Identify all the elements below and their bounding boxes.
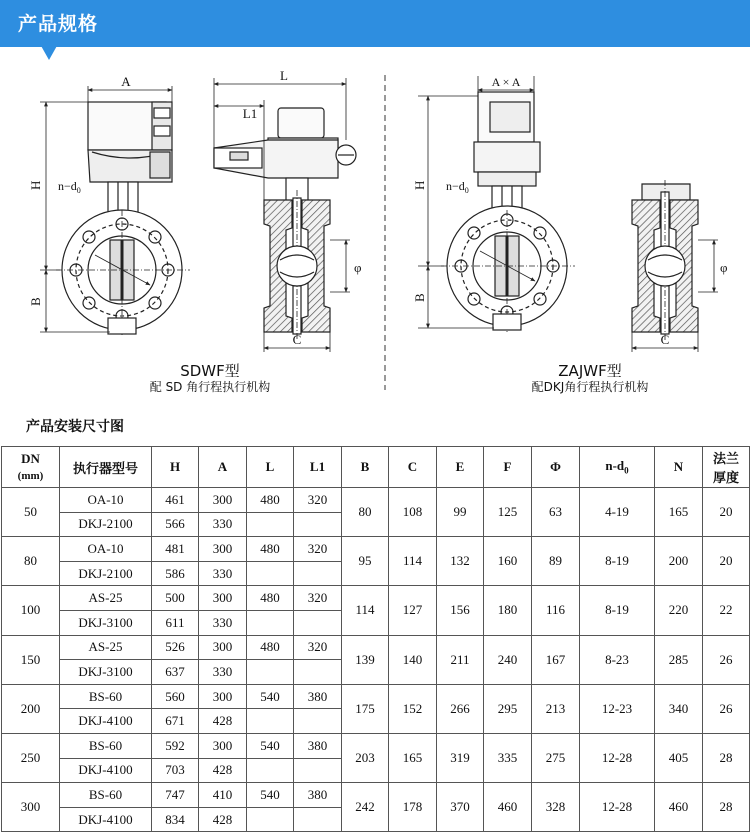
cell-e: 370 <box>437 783 484 832</box>
cell-f: 335 <box>484 733 532 782</box>
cell-h: 500 <box>152 586 199 611</box>
cell-c: 140 <box>389 635 437 684</box>
header-c: C <box>389 447 437 488</box>
cell-actuator: DKJ-3100 <box>60 610 152 635</box>
cell-f: 295 <box>484 684 532 733</box>
cell-l: 540 <box>247 733 294 758</box>
cell-f: 180 <box>484 586 532 635</box>
cell-b: 139 <box>342 635 389 684</box>
zajwf-side-view <box>632 180 698 342</box>
header-banner <box>0 0 750 44</box>
cell-e: 132 <box>437 537 484 586</box>
header-h: H <box>152 447 199 488</box>
cell-nd: 12-23 <box>580 684 655 733</box>
dim-label-l1: L1 <box>242 106 258 121</box>
cell-actuator: DKJ-4100 <box>60 807 152 832</box>
zajwf-front-view <box>441 92 575 332</box>
cell-actuator: DKJ-2100 <box>60 512 152 537</box>
cell-actuator: OA-10 <box>60 488 152 513</box>
cell-l1-empty <box>294 758 342 783</box>
cell-a: 330 <box>199 561 247 586</box>
cell-l: 480 <box>247 586 294 611</box>
cell-actuator: AS-25 <box>60 586 152 611</box>
cell-a: 428 <box>199 709 247 734</box>
cell-l: 540 <box>247 783 294 808</box>
cell-dn: 100 <box>2 586 60 635</box>
cell-nd: 4-19 <box>580 488 655 537</box>
cell-phi: 328 <box>532 783 580 832</box>
cell-a: 300 <box>199 537 247 562</box>
dim-label-b: B <box>28 297 43 306</box>
header-e: E <box>437 447 484 488</box>
cell-flange-thickness: 20 <box>703 488 750 537</box>
valve-drawing <box>0 60 750 400</box>
cell-n: 165 <box>655 488 703 537</box>
cell-nd: 8-19 <box>580 586 655 635</box>
cell-n: 285 <box>655 635 703 684</box>
cell-l1: 320 <box>294 488 342 513</box>
table-title: 产品安装尺寸图 <box>26 419 124 435</box>
cell-f: 125 <box>484 488 532 537</box>
header-l1: L1 <box>294 447 342 488</box>
cell-h: 560 <box>152 684 199 709</box>
cell-nd: 8-23 <box>580 635 655 684</box>
cell-a: 428 <box>199 807 247 832</box>
cell-actuator: OA-10 <box>60 537 152 562</box>
cell-actuator: AS-25 <box>60 635 152 660</box>
cell-dn: 50 <box>2 488 60 537</box>
cell-l1: 320 <box>294 537 342 562</box>
right-model-subtitle: 配DKJ角行程执行机构 <box>531 380 649 394</box>
cell-c: 165 <box>389 733 437 782</box>
cell-n: 200 <box>655 537 703 586</box>
cell-f: 460 <box>484 783 532 832</box>
cell-nd: 8-19 <box>580 537 655 586</box>
cell-flange-thickness: 28 <box>703 783 750 832</box>
dim-label-phi: φ <box>354 260 362 275</box>
cell-f: 240 <box>484 635 532 684</box>
cell-e: 266 <box>437 684 484 733</box>
table-row <box>2 586 750 611</box>
cell-e: 319 <box>437 733 484 782</box>
cell-a: 300 <box>199 733 247 758</box>
cell-h: 703 <box>152 758 199 783</box>
cell-a: 300 <box>199 586 247 611</box>
cell-a: 330 <box>199 610 247 635</box>
cell-l1: 320 <box>294 635 342 660</box>
dim-label-nd: $n-d_0$ <box>58 179 81 195</box>
cell-nd: 12-28 <box>580 783 655 832</box>
sdwf-side-view <box>214 108 356 340</box>
cell-l1-empty <box>294 512 342 537</box>
cell-n: 460 <box>655 783 703 832</box>
dim-label-h: H <box>28 180 43 190</box>
cell-l: 480 <box>247 488 294 513</box>
dim-label-nd-right: $n-d_0$ <box>446 179 469 195</box>
header-underline <box>0 44 750 47</box>
cell-flange-thickness: 26 <box>703 635 750 684</box>
table-row <box>2 684 750 709</box>
cell-flange-thickness: 20 <box>703 537 750 586</box>
cell-nd: 12-28 <box>580 733 655 782</box>
cell-e: 211 <box>437 635 484 684</box>
table-row <box>2 733 750 758</box>
header-a: A <box>199 447 247 488</box>
sdwf-front-view <box>56 102 190 335</box>
header-flange-thickness: 法兰 厚度 <box>703 447 750 488</box>
cell-a: 330 <box>199 512 247 537</box>
cell-a: 300 <box>199 635 247 660</box>
cell-dn: 150 <box>2 635 60 684</box>
cell-phi: 275 <box>532 733 580 782</box>
cell-a: 410 <box>199 783 247 808</box>
cell-l1-empty <box>294 561 342 586</box>
header-arrow-marker <box>40 44 58 60</box>
header-dn: DN (mm) <box>2 447 60 488</box>
dim-label-a: A <box>121 74 131 89</box>
dim-label-phi-right: φ <box>720 260 728 275</box>
dim-label-c-right: C <box>660 332 670 347</box>
cell-h: 461 <box>152 488 199 513</box>
dim-label-l: L <box>280 68 288 83</box>
cell-h: 586 <box>152 561 199 586</box>
cell-c: 152 <box>389 684 437 733</box>
cell-actuator: DKJ-4100 <box>60 758 152 783</box>
cell-actuator: BS-60 <box>60 684 152 709</box>
cell-l1: 380 <box>294 684 342 709</box>
cell-dn: 300 <box>2 783 60 832</box>
cell-n: 405 <box>655 733 703 782</box>
cell-h: 747 <box>152 783 199 808</box>
cell-l1: 320 <box>294 586 342 611</box>
cell-flange-thickness: 28 <box>703 733 750 782</box>
cell-phi: 116 <box>532 586 580 635</box>
cell-l-empty <box>247 807 294 832</box>
cell-a: 300 <box>199 488 247 513</box>
left-model-subtitle: 配 SD 角行程执行机构 <box>149 380 271 394</box>
cell-l-empty <box>247 709 294 734</box>
cell-flange-thickness: 26 <box>703 684 750 733</box>
cell-l1-empty <box>294 709 342 734</box>
cell-phi: 63 <box>532 488 580 537</box>
cell-a: 330 <box>199 660 247 685</box>
table-row <box>2 635 750 660</box>
cell-b: 203 <box>342 733 389 782</box>
cell-l: 540 <box>247 684 294 709</box>
cell-a: 300 <box>199 684 247 709</box>
cell-b: 95 <box>342 537 389 586</box>
cell-actuator: DKJ-2100 <box>60 561 152 586</box>
table-row <box>2 537 750 562</box>
cell-flange-thickness: 22 <box>703 586 750 635</box>
cell-b: 114 <box>342 586 389 635</box>
cell-actuator: DKJ-3100 <box>60 660 152 685</box>
cell-h: 637 <box>152 660 199 685</box>
header-nd: $n-d_0$ <box>580 447 655 488</box>
header-title: 产品规格 <box>18 13 99 35</box>
table-row <box>2 783 750 808</box>
header-b: B <box>342 447 389 488</box>
cell-h: 481 <box>152 537 199 562</box>
cell-actuator: BS-60 <box>60 783 152 808</box>
cell-phi: 167 <box>532 635 580 684</box>
cell-c: 178 <box>389 783 437 832</box>
table-header-row <box>2 447 750 488</box>
cell-l: 480 <box>247 537 294 562</box>
cell-l-empty <box>247 758 294 783</box>
cell-l-empty <box>247 561 294 586</box>
cell-e: 156 <box>437 586 484 635</box>
cell-a: 428 <box>199 758 247 783</box>
cell-b: 242 <box>342 783 389 832</box>
dim-label-b-right: B <box>412 293 427 302</box>
cell-h: 671 <box>152 709 199 734</box>
cell-b: 80 <box>342 488 389 537</box>
cell-l1-empty <box>294 807 342 832</box>
cell-h: 566 <box>152 512 199 537</box>
cell-l-empty <box>247 512 294 537</box>
sd-handbox <box>278 108 324 138</box>
cell-phi: 89 <box>532 537 580 586</box>
cell-n: 220 <box>655 586 703 635</box>
cell-dn: 200 <box>2 684 60 733</box>
cell-phi: 213 <box>532 684 580 733</box>
table-row <box>2 488 750 513</box>
cell-c: 108 <box>389 488 437 537</box>
cell-l1-empty <box>294 610 342 635</box>
cell-dn: 250 <box>2 733 60 782</box>
cell-f: 160 <box>484 537 532 586</box>
header-n: N <box>655 447 703 488</box>
cell-e: 99 <box>437 488 484 537</box>
header-l: L <box>247 447 294 488</box>
cell-c: 114 <box>389 537 437 586</box>
cell-b: 175 <box>342 684 389 733</box>
cell-actuator: DKJ-4100 <box>60 709 152 734</box>
cell-l1-empty <box>294 660 342 685</box>
dim-label-axa: A × A <box>491 75 521 89</box>
dim-label-c: C <box>292 332 302 347</box>
cell-l1: 380 <box>294 733 342 758</box>
cell-l1: 380 <box>294 783 342 808</box>
cell-l: 480 <box>247 635 294 660</box>
left-model-caption: SDWF型 <box>180 362 240 380</box>
cell-h: 526 <box>152 635 199 660</box>
cell-h: 834 <box>152 807 199 832</box>
cell-h: 611 <box>152 610 199 635</box>
cell-n: 340 <box>655 684 703 733</box>
cell-l-empty <box>247 610 294 635</box>
cell-c: 127 <box>389 586 437 635</box>
header-phi: Φ <box>532 447 580 488</box>
cell-dn: 80 <box>2 537 60 586</box>
header-f: F <box>484 447 532 488</box>
cell-actuator: BS-60 <box>60 733 152 758</box>
spec-table <box>1 446 750 832</box>
cell-h: 592 <box>152 733 199 758</box>
header-actuator: 执行器型号 <box>60 447 152 488</box>
right-model-caption: ZAJWF型 <box>558 362 622 380</box>
dim-label-h-right: H <box>412 180 427 190</box>
cell-l-empty <box>247 660 294 685</box>
